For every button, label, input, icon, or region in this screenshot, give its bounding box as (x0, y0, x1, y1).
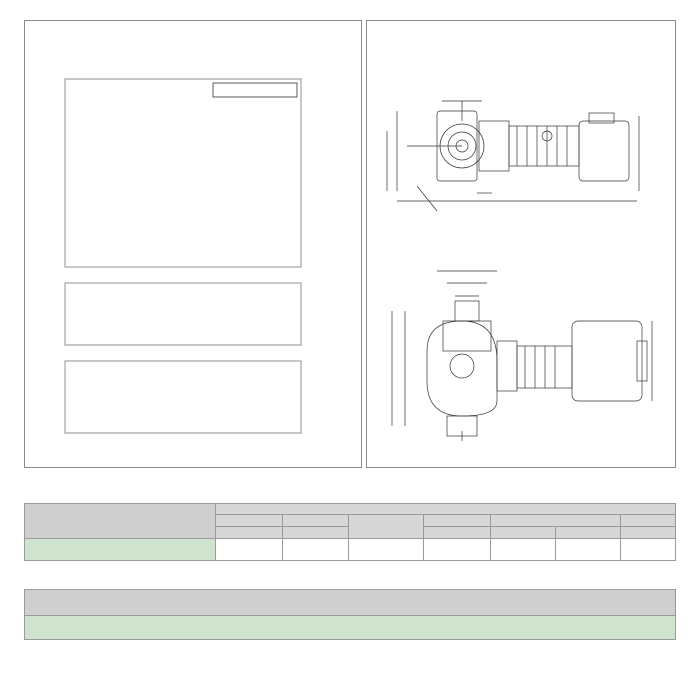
dim-model-cell (25, 616, 676, 640)
performance-curves-svg (25, 21, 361, 467)
electrical-data-header (215, 504, 675, 515)
pump-side-view (392, 271, 652, 441)
in-header (621, 515, 676, 527)
elec-model-cell (25, 539, 216, 561)
motor-type-header (282, 515, 349, 527)
pump-top-view (387, 101, 639, 211)
p2-header (491, 515, 621, 527)
electrical-data-table (24, 503, 676, 561)
dimension-drawing-svg (367, 21, 675, 467)
p2-kw-value (491, 539, 556, 561)
rpm-header (349, 515, 424, 539)
in-value (621, 539, 676, 561)
rpm-value (349, 539, 424, 561)
model-header (25, 504, 216, 539)
p1-value (424, 539, 491, 561)
power-input-sub (215, 527, 282, 539)
power-input-value (215, 539, 282, 561)
in-sub (621, 527, 676, 539)
performance-curves-panel (24, 20, 362, 468)
motor-type-sub (282, 527, 349, 539)
head-chart-frame (65, 79, 301, 267)
p1-header (424, 515, 491, 527)
motor-type-value (282, 539, 349, 561)
p1-sub (424, 527, 491, 539)
power-input-header (215, 515, 282, 527)
dim-model-header (25, 590, 676, 616)
model-label-box (213, 83, 297, 97)
dimension-table (24, 589, 676, 640)
dimension-drawing-panel (366, 20, 676, 468)
npsh-chart-frame (65, 283, 301, 345)
p2-kw-header (491, 527, 556, 539)
power-chart-frame (65, 361, 301, 433)
p2-hp-value (556, 539, 621, 561)
p2-hp-header (556, 527, 621, 539)
